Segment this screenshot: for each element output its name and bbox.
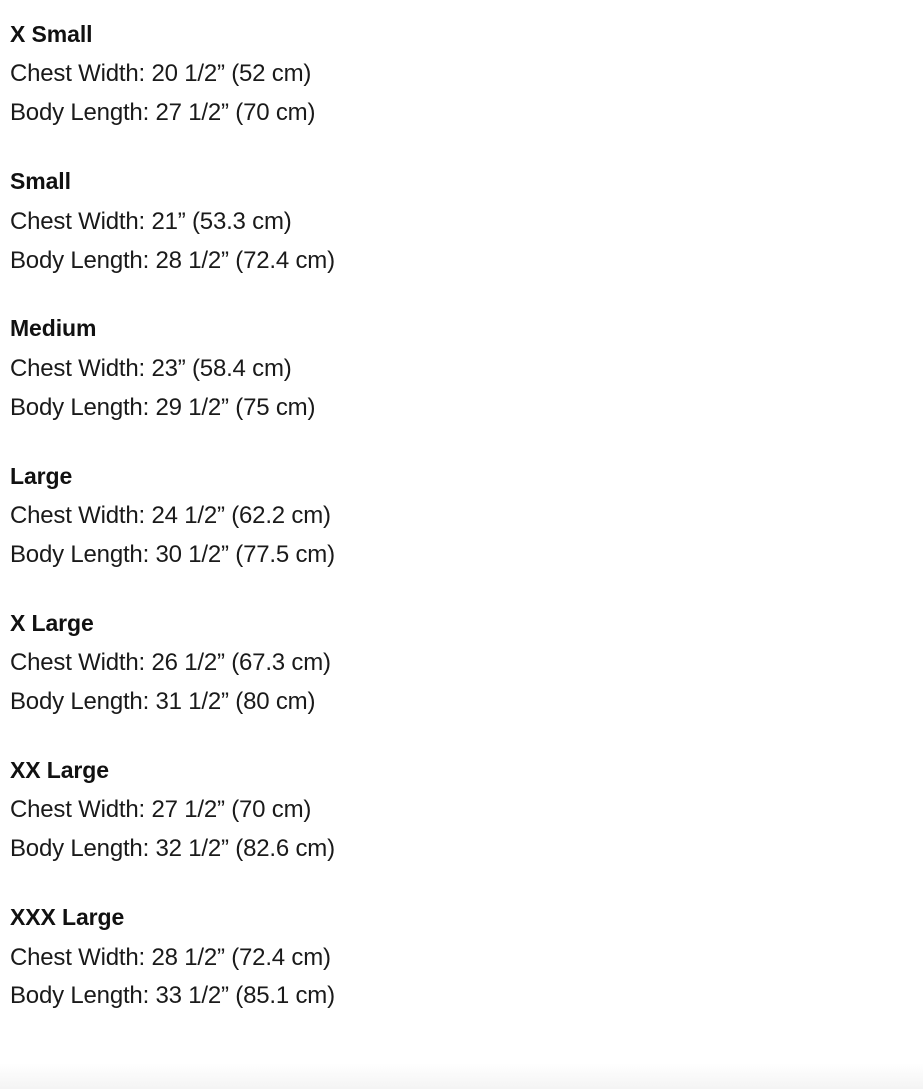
bottom-fade-overlay <box>0 1063 923 1089</box>
size-title: Large <box>10 462 73 489</box>
size-title: X Small <box>10 21 93 47</box>
body-length-line: Body Length: 28 1/2” (72.4 cm) <box>10 246 335 274</box>
size-block-xxx-large <box>10 903 923 1016</box>
size-title: Medium <box>10 315 97 342</box>
size-title: X Large <box>10 609 94 636</box>
body-length-line: Body Length: 33 1/2” (85.1 cm) <box>10 982 335 1010</box>
size-block-small <box>10 167 923 280</box>
size-title: XXX Large <box>10 904 125 931</box>
size-block-xx-large <box>10 756 923 869</box>
chest-width-line: Chest Width: 24 1/2” (62.2 cm) <box>10 502 331 529</box>
size-block-x-small <box>10 20 923 133</box>
size-block-x-large <box>10 609 923 722</box>
size-title: XX Large <box>10 756 109 783</box>
chest-width-line: Chest Width: 23” (58.4 cm) <box>10 354 292 382</box>
body-length-line: Body Length: 31 1/2” (80 cm) <box>10 688 316 716</box>
chest-width-line: Chest Width: 21” (53.3 cm) <box>10 207 292 235</box>
chest-width-line: Chest Width: 26 1/2” (67.3 cm) <box>10 649 331 677</box>
chest-width-line: Chest Width: 20 1/2” (52 cm) <box>10 60 312 88</box>
size-block-large <box>10 462 923 575</box>
chest-width-line: Chest Width: 27 1/2” (70 cm) <box>10 796 312 824</box>
size-title: Small <box>10 168 71 195</box>
body-length-line: Body Length: 29 1/2” (75 cm) <box>10 393 316 421</box>
body-length-line: Body Length: 27 1/2” (70 cm) <box>10 99 316 127</box>
size-block-medium <box>10 314 923 427</box>
body-length-line: Body Length: 32 1/2” (82.6 cm) <box>10 835 335 863</box>
chest-width-line: Chest Width: 28 1/2” (72.4 cm) <box>10 943 331 971</box>
body-length-line: Body Length: 30 1/2” (77.5 cm) <box>10 540 335 568</box>
